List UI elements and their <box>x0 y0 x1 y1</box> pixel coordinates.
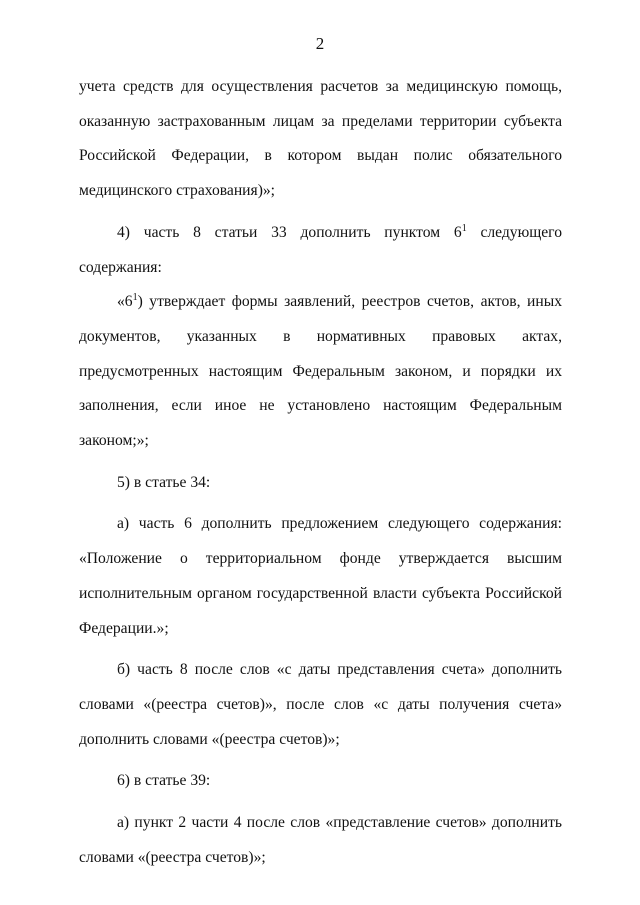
document-body <box>79 70 562 875</box>
paragraph-2-text: 4) часть 8 статьи 33 дополнить пунктом 6 <box>117 223 462 241</box>
paragraph-2-tail: следующего содержания: <box>79 223 562 276</box>
paragraph-3-lead: «6 <box>117 293 133 311</box>
paragraph-3 <box>79 285 562 459</box>
superscript-index: 1 <box>461 222 467 234</box>
paragraph-5: а) часть 6 дополнить предложением следующего содержания: «Положение о территориальном фонде утверждается высшим исполнительным органом государственной власти субъекта Российской Федерации.»; <box>79 515 562 637</box>
page-number: 2 <box>315 34 325 53</box>
superscript-index: 1 <box>132 292 138 304</box>
paragraph-7: 6) в статье 39: <box>117 772 211 790</box>
paragraph-2 <box>79 216 562 285</box>
paragraph-6: б) часть 8 после слов «с даты представления счета» дополнить словами «(реестра счетов)», после слов «с даты получения счета» дополнить словами «(реестра счетов)»; <box>79 661 562 748</box>
paragraph-3-text: ) утверждает формы заявлений, реестров счетов, актов, иных документов, указанных в нормативных правовых актах, предусмотренных настоящим Федеральным законом, и порядки их заполнения, если иное не установлено настоящим Федеральным законом;»; <box>79 293 562 450</box>
paragraph-8: а) пункт 2 части 4 после слов «представление счетов» дополнить словами «(реестра счетов)»; <box>79 814 562 866</box>
paragraph-4: 5) в статье 34: <box>117 473 211 491</box>
paragraph-1: учета средств для осуществления расчетов за медицинскую помощь, оказанную застрахованным лицам за пределами территории субъекта Российской Федерации, в котором выдан полис обязательного медицинского страхования)»; <box>79 78 562 200</box>
